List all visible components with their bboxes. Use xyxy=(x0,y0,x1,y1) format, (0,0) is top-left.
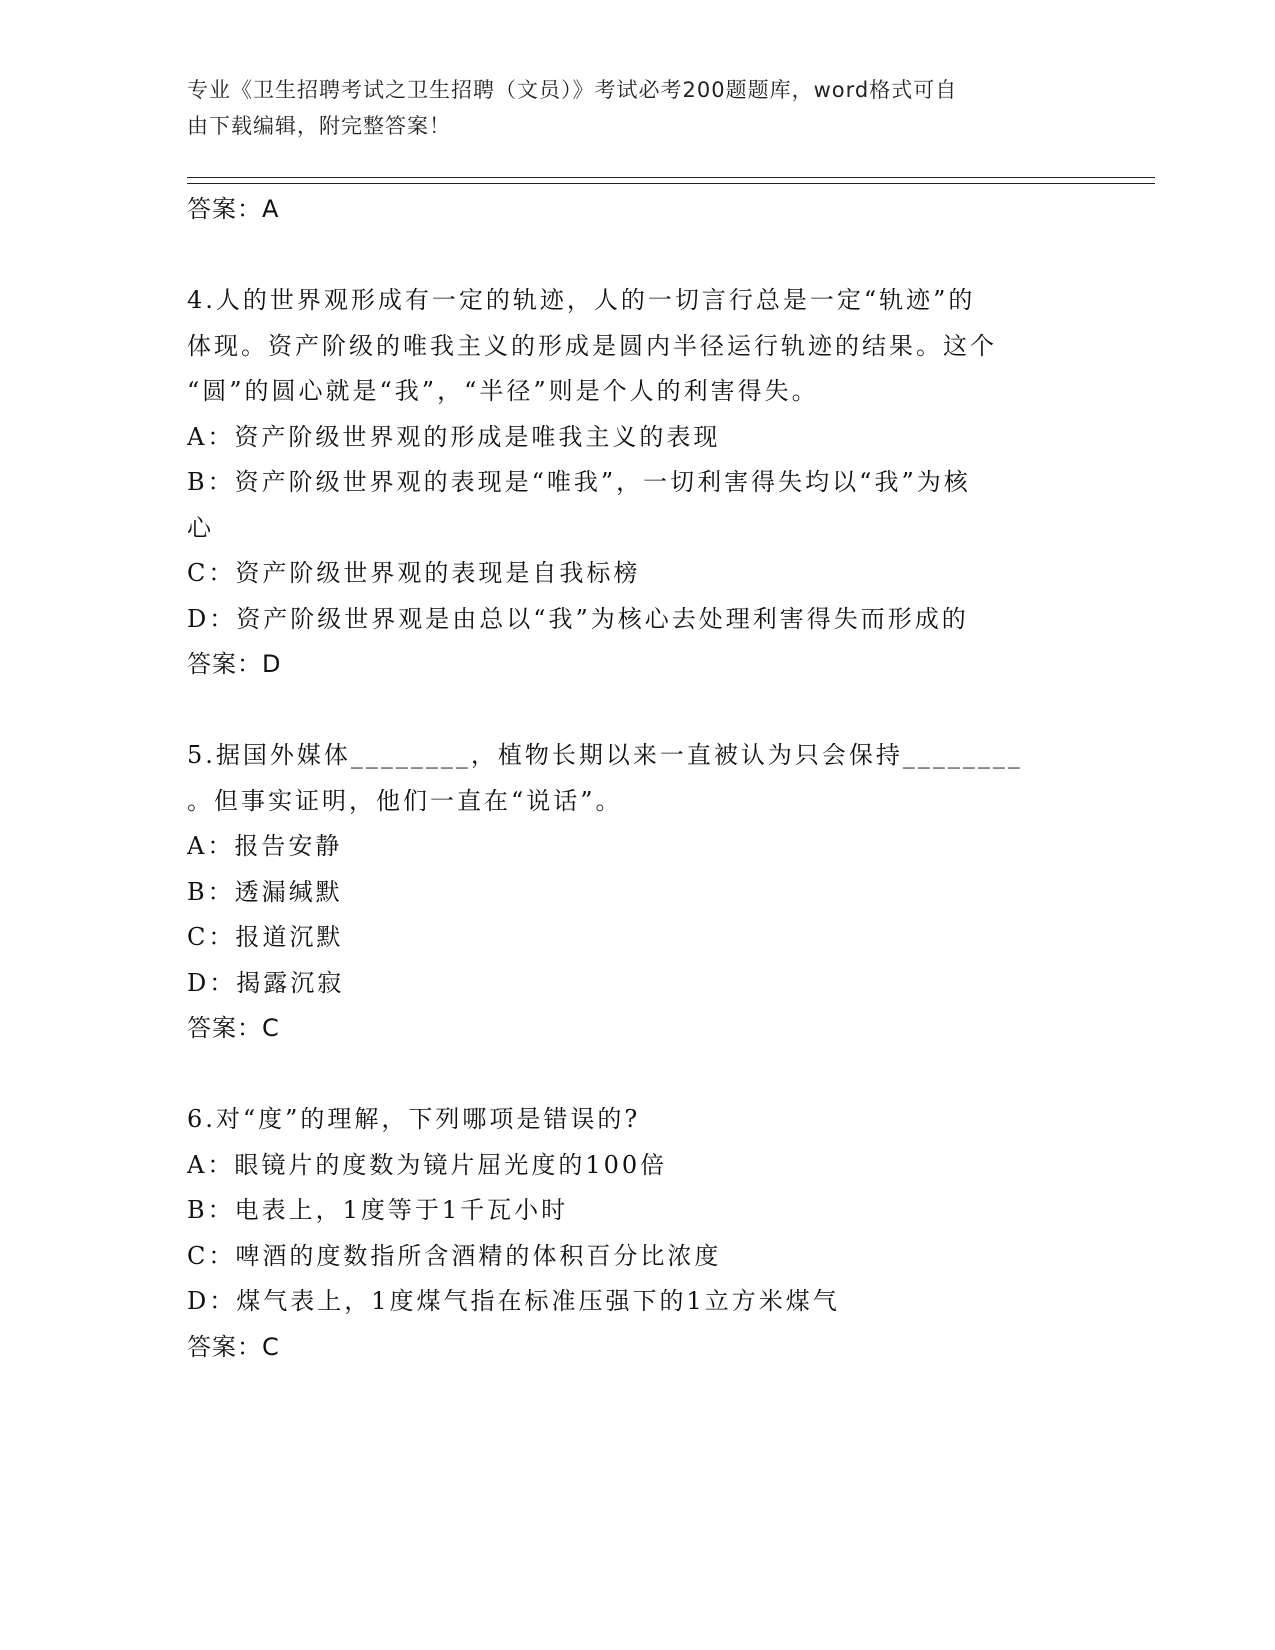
document-body xyxy=(187,187,1087,1370)
option-d: D：揭露沉寂 xyxy=(187,968,345,997)
option-d: D：煤气表上，1度煤气指在标准压强下的1立方米煤气 xyxy=(187,1287,840,1315)
option-b: B：资产阶级世界观的表现是“唯我”，一切利害得失均以“我”为核 xyxy=(187,468,971,496)
answer-line: 答案：A xyxy=(187,195,280,223)
answer-line: 答案：D xyxy=(187,650,282,678)
header-line-2: 由下载编辑，附完整答案！ xyxy=(187,114,451,138)
question-text-line: 4.人的世界观形成有一定的轨迹，人的一切言行总是一定“轨迹”的 xyxy=(187,286,976,314)
spacer xyxy=(187,688,1087,734)
option-a: A：资产阶级世界观的形成是唯我主义的表现 xyxy=(187,422,721,451)
header-line-1: 专业《卫生招聘考试之卫生招聘（文员）》考试必考200题题库，word格式可自 xyxy=(187,78,958,102)
question-text-line: 体现。资产阶级的唯我主义的形成是圆内半径运行轨迹的结果。这个 xyxy=(187,331,997,360)
option-c: C：报道沉默 xyxy=(187,923,344,951)
answer-line: 答案：C xyxy=(187,1014,280,1042)
question-block xyxy=(187,1097,1087,1370)
question-block xyxy=(187,733,1087,1052)
answer-line: 答案：C xyxy=(187,1332,280,1361)
option-c: C：资产阶级世界观的表现是自我标榜 xyxy=(187,559,641,587)
question-text-line: 。但事实证明，他们一直在“说话”。 xyxy=(187,786,623,815)
page-header xyxy=(187,72,1067,144)
option-a: A：眼镜片的度数为镜片屈光度的100倍 xyxy=(187,1150,668,1179)
header-rule-bottom xyxy=(187,183,1155,184)
spacer xyxy=(187,233,1087,279)
option-b: B：透漏缄默 xyxy=(187,877,343,906)
question-text-line: 6.对“度”的理解，下列哪项是错误的? xyxy=(187,1105,641,1133)
option-c: C：啤酒的度数指所含酒精的体积百分比浓度 xyxy=(187,1241,722,1270)
question-text-line: “圆”的圆心就是“我”，“半径”则是个人的利害得失。 xyxy=(187,377,819,405)
question-block xyxy=(187,278,1087,688)
option-a: A：报告安静 xyxy=(187,832,343,860)
option-b: B：电表上，1度等于1千瓦小时 xyxy=(187,1196,569,1224)
header-rule-top xyxy=(187,177,1155,178)
question-text-line: 5.据国外媒体________，植物长期以来一直被认为只会保持________ xyxy=(187,741,1023,769)
spacer xyxy=(187,1052,1087,1098)
option-d: D：资产阶级世界观是由总以“我”为核心去处理利害得失而形成的 xyxy=(187,604,969,633)
option-b-continued: 心 xyxy=(187,513,214,542)
